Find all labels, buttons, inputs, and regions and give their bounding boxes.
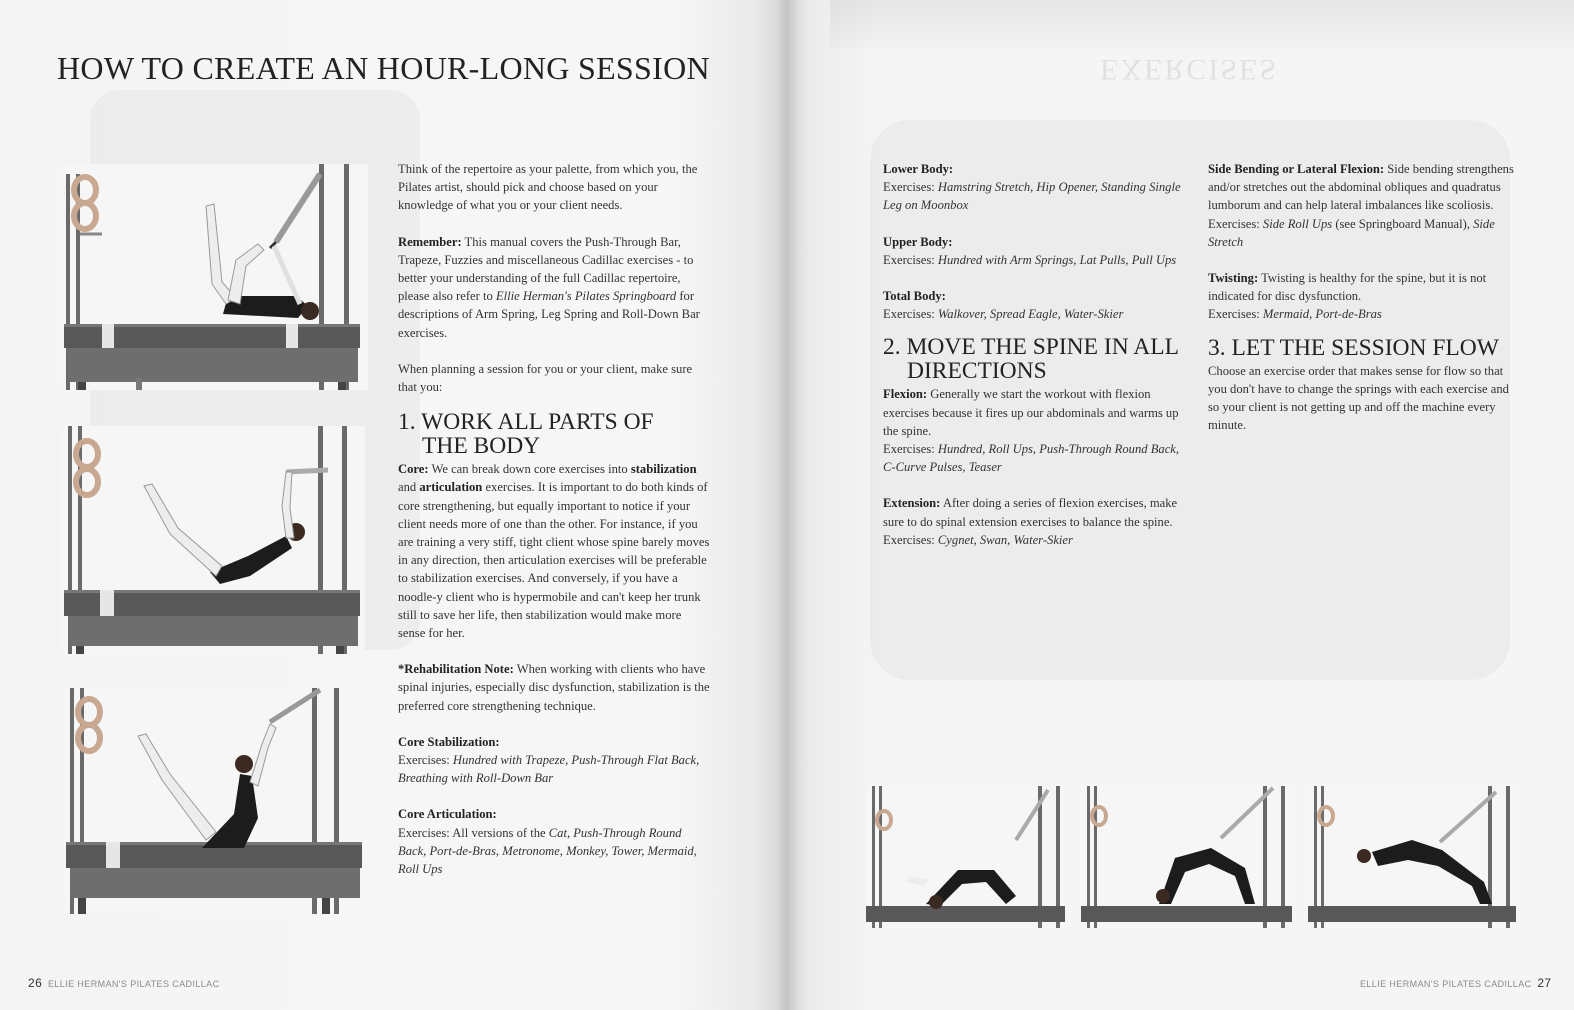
flexion-paragraph [883, 385, 1188, 476]
exercise-list: Hundred with Arm Springs, Lat Pulls, Pull Ups [937, 252, 1177, 267]
flow-text: Choose an exercise order that makes sense for flow so that you don't have to change the springs with each exercise and so your client is not getting up and off the machine every minute. [1208, 363, 1509, 433]
photo-bridge-sequence-3 [1308, 786, 1516, 928]
remember-label: Remember: [398, 234, 462, 249]
section-2-line-1: 2. MOVE THE SPINE IN ALL [883, 334, 1179, 361]
show-through-title: EXERCISES [1100, 53, 1279, 86]
left-text-column [398, 160, 710, 896]
extension-text: After doing a series of flexion exercises, make sure to do spinal extension exercises to balance the spine. [883, 496, 1178, 529]
springboard-reference: (see Springboard Manual), [1332, 216, 1474, 231]
left-footer [28, 976, 219, 990]
side-bending-text: Side bending strengthens and/or stretches out the abdominal obliques and quadratus lumborum and can help lateral imbalances like scoliosis. [1208, 162, 1514, 213]
section-1-line-1: 1. WORK ALL PARTS OF [398, 409, 654, 436]
intro-paragraph [398, 160, 710, 215]
exercises-prefix: Exercises: [1208, 307, 1263, 322]
core-paragraph [398, 460, 710, 642]
exercises-prefix: Exercises: [883, 307, 938, 322]
book-reference: Ellie Herman's Pilates Springboard [495, 289, 677, 304]
right-text-column-2 [1208, 160, 1514, 452]
section-2-heading [883, 335, 1188, 383]
section-1-heading [398, 410, 710, 458]
core-text: We can break down core exercises into [428, 462, 631, 477]
core-articulation-heading: Core Articulation: [398, 807, 497, 822]
exercise-list-end: Side Stretch [1208, 216, 1495, 249]
photo-bridge-sequence-2 [1081, 786, 1292, 928]
core-text-end: exercises. It is important to do both kinds of core strengthening, but equally important to notice if your client needs more of one than the other. For instance, if you are training a very stiff, tight client whose spine barely moves in any direction, then articulation exercises will be preferable to stabilization exercises. And conversely, if you have a noodle-y client who is hypermobile and can't keep her trunk still to save her life, then stabilization would make more sense for her. [398, 480, 710, 641]
extension-paragraph [883, 494, 1188, 549]
remember-text: This manual covers the Push-Through Bar, Trapeze, Fuzzies and miscellaneous Cadillac exercises - to better your understanding of the full Cadillac repertoire, please also refer to [398, 234, 694, 304]
intro-text: Think of the repertoire as your palette, from which you, the Pilates artist, should pick and choose based on your knowledge of what you or your client needs. [398, 162, 698, 213]
flexion-text: Generally we start the workout with flexion exercises because it fires up our abdominals and warms up the spine. [883, 387, 1179, 438]
core-label: Core: [398, 462, 429, 477]
section-1-line-2: THE BODY [422, 433, 541, 460]
core-articulation-exercises [398, 824, 710, 879]
core-and: and [398, 480, 420, 495]
page-title: HOW TO CREATE AN HOUR-LONG SESSION [57, 50, 710, 86]
total-body-exercises [883, 305, 1188, 323]
twisting-text: Twisting is healthy for the spine, but it is not indicated for disc dysfunction. [1208, 271, 1487, 304]
exercises-prefix: Exercises: [883, 180, 938, 195]
section-2-line-2: DIRECTIONS [907, 358, 1047, 385]
exercise-list: Hamstring Stretch, Hip Opener, Standing Single Leg on Moonbox [883, 180, 1181, 213]
page-number-right: 27 [1537, 976, 1552, 990]
page-number-left: 26 [28, 976, 43, 990]
exercises-prefix: Exercises: [1208, 216, 1263, 231]
gutter-shadow [776, 0, 800, 1010]
top-shadow-band [830, 0, 1574, 48]
upper-body-exercises [883, 251, 1188, 269]
twisting-paragraph [1208, 269, 1514, 324]
right-text-column-1 [883, 160, 1188, 567]
flow-paragraph [1208, 362, 1514, 435]
exercise-list: Cygnet, Swan, Water-Skier [937, 532, 1073, 547]
side-bending-paragraph [1208, 160, 1514, 251]
exercise-list: Hundred with Trapeze, Push-Through Flat Back, Breathing with Roll-Down Bar [398, 753, 700, 786]
planning-paragraph [398, 360, 710, 396]
side-bending-label: Side Bending or Lateral Flexion: [1208, 162, 1385, 176]
photo-hundred-trapeze [58, 164, 368, 390]
extension-label: Extension: [883, 496, 941, 511]
exercise-list: Side Roll Ups [1262, 216, 1333, 231]
exercises-prefix: Exercises: [398, 753, 453, 768]
exercises-prefix: Exercises: [883, 442, 938, 457]
core-stabilization-heading: Core Stabilization: [398, 734, 500, 749]
section-3-heading: 3. LET THE SESSION FLOW [1208, 334, 1499, 361]
photo-teaser-trapeze [60, 426, 365, 654]
photo-teaser-arms [62, 688, 367, 914]
photo-bridge-sequence-1 [866, 786, 1065, 928]
right-footer [1360, 976, 1551, 990]
total-body-heading: Total Body: [883, 289, 946, 304]
rehab-note-paragraph [398, 660, 710, 715]
rehab-note-text: When working with clients who have spinal injuries, especially disc dysfunction, stabilization is the preferred core strengthening technique. [398, 662, 710, 713]
exercise-list: Walkover, Spread Eagle, Water-Skier [937, 307, 1124, 322]
lower-body-exercises [883, 178, 1188, 214]
running-title-right: ELLIE HERMAN'S PILATES CADILLAC [1360, 979, 1532, 989]
core-stabilization-term: stabilization [630, 462, 697, 477]
exercises-prefix: Exercises: [883, 252, 938, 267]
remember-paragraph [398, 233, 710, 342]
upper-body-heading: Upper Body: [883, 234, 953, 249]
core-articulation-term: articulation [419, 480, 483, 495]
rehab-note-label: *Rehabilitation Note: [398, 662, 514, 677]
twisting-label: Twisting: [1208, 271, 1259, 286]
exercise-list: Hundred, Roll Ups, Push-Through Round Back, C-Curve Pulses, Teaser [883, 442, 1180, 475]
flexion-label: Flexion: [883, 387, 928, 402]
exercises-prefix: Exercises: All versions of the [398, 825, 549, 840]
running-title-left: ELLIE HERMAN'S PILATES CADILLAC [47, 979, 220, 989]
exercises-prefix: Exercises: [883, 532, 938, 547]
remember-text-end: for descriptions of Arm Spring, Leg Spring and Roll-Down Bar exercises. [398, 289, 700, 340]
planning-text: When planning a session for you or your client, make sure that you: [398, 361, 693, 395]
core-stabilization-exercises [398, 751, 710, 787]
exercise-list: Cat, Push-Through Round Back, Port-de-Bras, Metronome, Monkey, Tower, Mermaid, Roll Ups [398, 825, 697, 877]
exercise-list: Mermaid, Port-de-Bras [1262, 307, 1382, 322]
lower-body-heading: Lower Body: [883, 162, 954, 176]
